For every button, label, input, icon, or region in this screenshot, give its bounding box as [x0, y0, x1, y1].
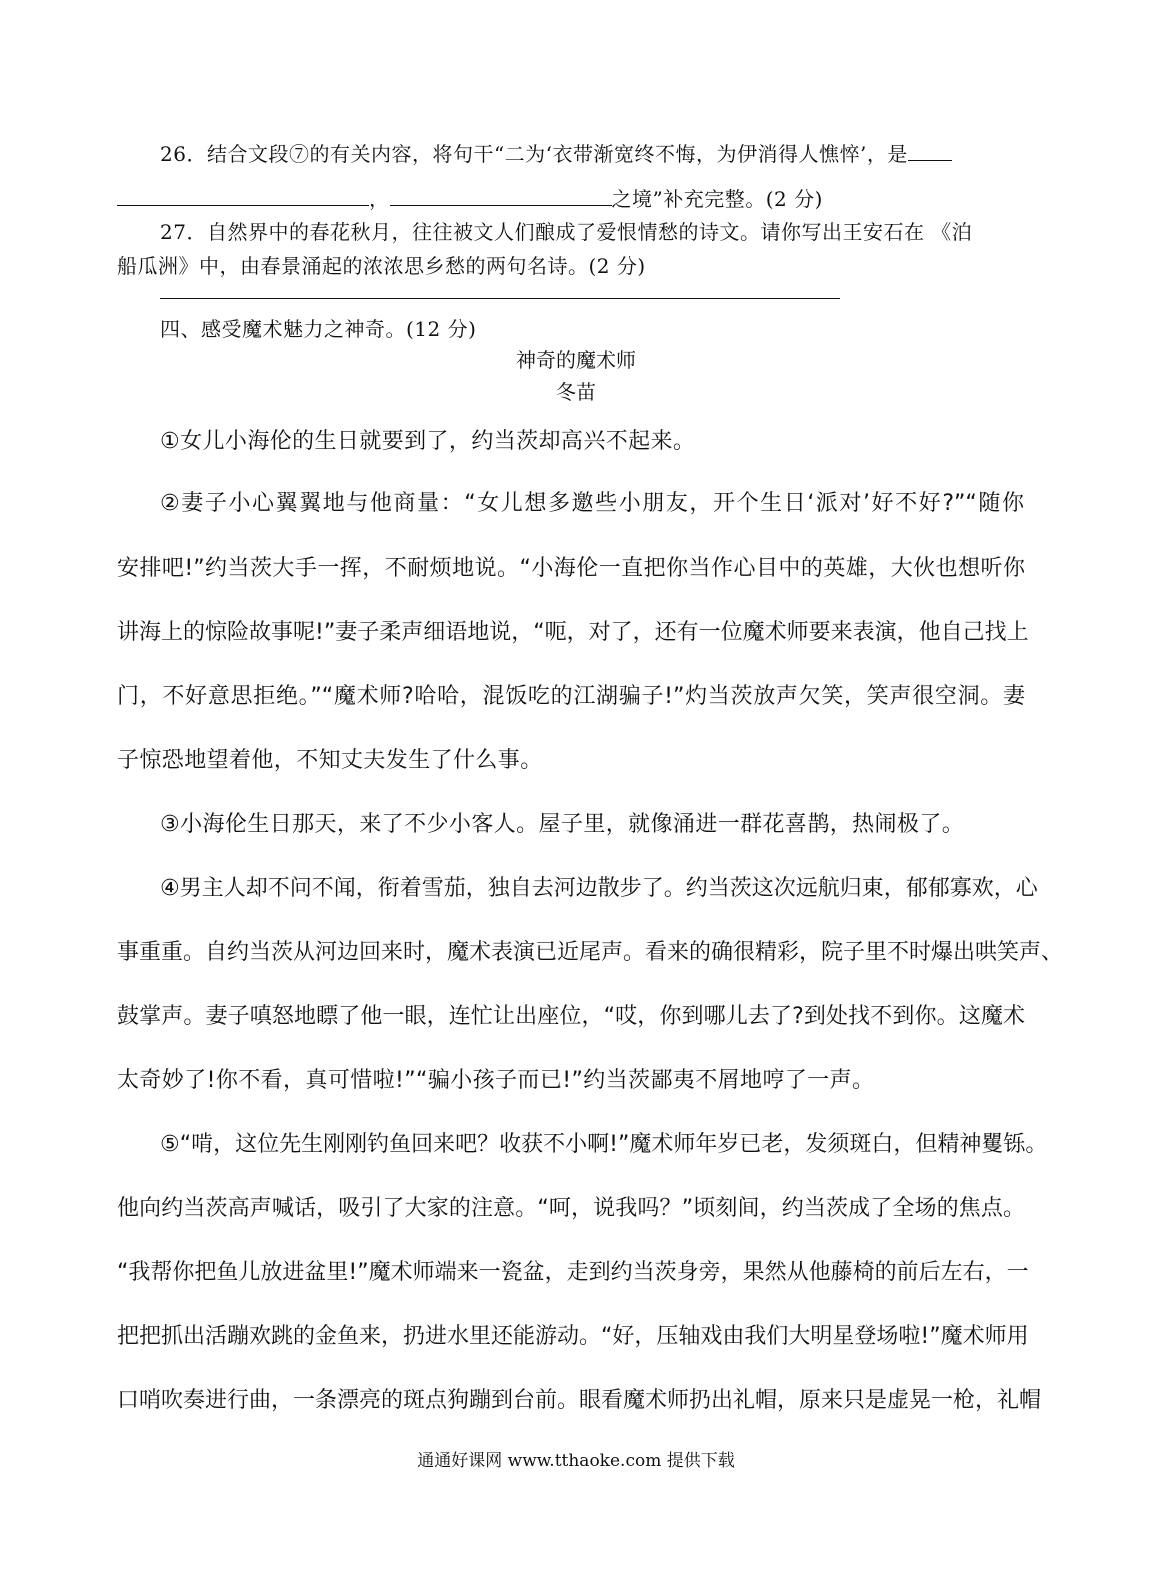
paragraph-5-line-2: 他向约当茨高声喊话，吸引了大家的注意。“呵，说我吗？”顷刻间，约当茨成了全场的焦点。 [117, 1196, 1025, 1221]
passage-author: 冬苗 [556, 380, 596, 404]
paragraph-2-line-3: 讲海上的惊险故事呢!”妻子柔声细语地说，“呃，对了，还有一位魔术师要来表演，他自己找上 [117, 620, 1029, 645]
paragraph-2-line-5: 子惊恐地望着他，不知丈夫发生了什么事。 [117, 748, 543, 773]
answer-blank-1b [117, 185, 369, 206]
page-footer: 通通好课网 www.tthaoke.com 提供下载 [417, 1451, 735, 1471]
question-26-line-1 [160, 138, 952, 167]
answer-blank-2 [390, 185, 612, 206]
question-27-line-1: 27．自然界中的春花秋月，往往被文人们酿成了爱恨情愁的诗文。请你写出王安石在 《泊 [160, 220, 973, 244]
paragraph-2-line-1: ②妻子小心翼翼地与他商量：“女儿想多邀些小朋友，开个生日‘派对’好不好?”“随你 [160, 491, 1024, 516]
paragraph-2-line-4: 门，不好意思拒绝。”“魔术师?哈哈，混饭吃的江湖骗子!”灼当茨放声欠笑，笑声很空洞。妻 [117, 684, 1025, 709]
paragraph-5-line-3: “我帮你把鱼儿放进盆里!”魔术师端来一瓷盆，走到约当茨身旁，果然从他藤椅的前后左右，一 [117, 1260, 1029, 1285]
answer-blank-1a [908, 140, 952, 161]
paragraph-4-line-4: 太奇妙了!你不看，真可惜啦!”“骗小孩子而已!”约当茨鄙夷不屑地哼了一声。 [117, 1068, 875, 1093]
paragraph-5-line-5: 口哨吹奏进行曲，一条漂亮的斑点狗蹦到台前。眼看魔术师扔出礼帽，原来只是虚晃一枪，礼帽 [117, 1388, 1042, 1413]
question-26-text-part1: 26．结合文段⑦的有关内容，将句干“二为‘衣带渐宽终不悔，为伊消得人憔悴’，是 [160, 142, 908, 166]
passage-title: 神奇的魔术师 [516, 348, 636, 372]
paragraph-4-line-3: 鼓掌声。妻子嗔怒地瞟了他一眼，连忙让出座位，“哎，你到哪儿去了?到处找不到你。这魔术 [117, 1004, 1025, 1029]
section-heading: 四、感受魔术魅力之神奇。(12 分) [160, 317, 477, 341]
paragraph-4-line-1: ④男主人却不问不闻，衔着雪茄，独自去河边散步了。约当茨这次远航归東，郁郁寡欢，心 [160, 876, 1038, 901]
question-26-line-2 [117, 183, 823, 212]
paragraph-2-line-2: 安排吧!”约当茨大手一挥，不耐烦地说。“小海伦一直把你当作心目中的英雄，大伙也想听你 [117, 556, 1025, 581]
answer-line-q27 [160, 298, 840, 299]
paragraph-3: ③小海伦生日那天，来了不少小客人。屋子里，就像涌进一群花喜鹊，热闹极了。 [160, 812, 965, 837]
question-27-line-2: 船瓜洲》中，由春景涌起的浓浓思乡愁的两句名诗。(2 分) [117, 254, 646, 278]
paragraph-5-line-4: 把把抓出活蹦欢跳的金鱼来，扔进水里还能游动。“好，压轴戏由我们大明星登场啦!”魔术师用 [117, 1324, 1029, 1349]
question-26-text-part2: 之境”补充完整。(2 分) [611, 187, 823, 211]
question-26-comma: ， [369, 187, 390, 211]
paragraph-1: ①女儿小海伦的生日就要到了，约当茨却高兴不起来。 [160, 429, 696, 454]
paragraph-5-line-1: ⑤“啃，这位先生刚刚钓鱼回来吧？收获不小啊!”魔术师年岁已老，发须斑白，但精神矍铄。 [160, 1132, 1048, 1157]
paragraph-4-line-2: 事重重。自约当茨从河边回来时，魔术表演已近尾声。看来的确很精彩，院子里不时爆出哄笑声、 [117, 940, 1064, 965]
